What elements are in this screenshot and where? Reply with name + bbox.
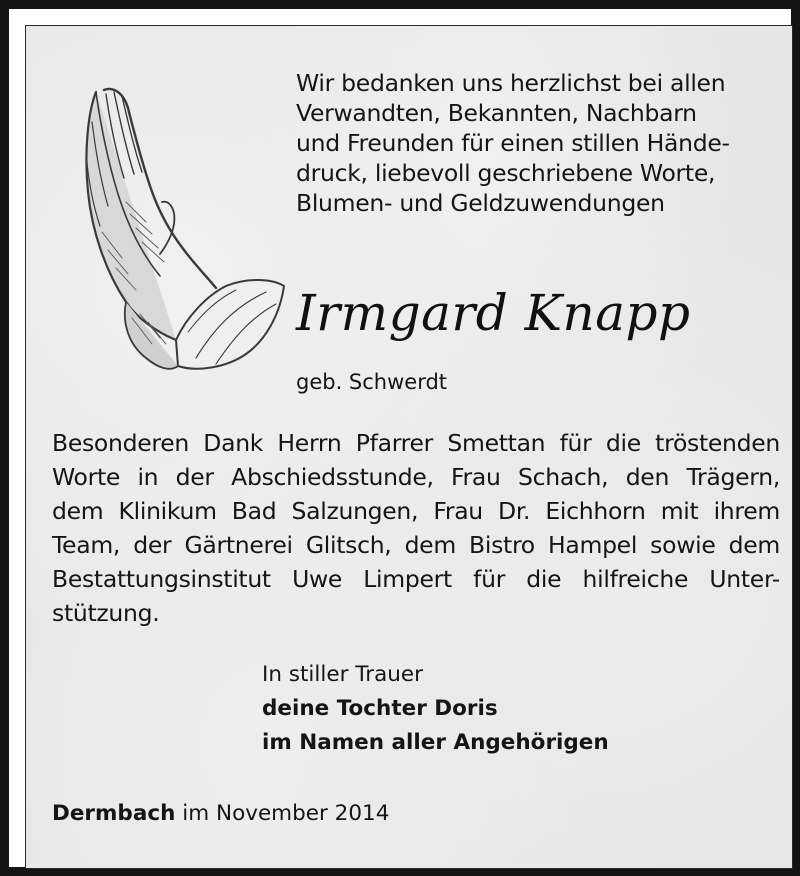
- thanks-paragraph: [52, 426, 780, 630]
- mourner-daughter: deine Tochter Doris: [262, 696, 498, 721]
- thanks-line: stützung.: [52, 599, 160, 627]
- mourning-line: In stiller Trauer: [262, 662, 423, 687]
- notice-panel: [25, 25, 793, 869]
- intro-line: und Freunden für einen stillen Hände-: [296, 129, 730, 157]
- mourner-relatives: im Namen aller Angehörigen: [262, 730, 609, 755]
- intro-text: [296, 68, 730, 218]
- intro-line: druck, liebevoll geschriebene Worte,: [296, 159, 716, 187]
- praying-hands-icon: [66, 82, 288, 378]
- deceased-name: Irmgard Knapp: [296, 284, 691, 342]
- intro-line: Verwandten, Bekannten, Nachbarn: [296, 99, 697, 127]
- thanks-line: dem Klinikum Bad Salzungen, Frau Dr. Eichhorn mit ihrem: [52, 497, 780, 525]
- thanks-line: Worte in der Abschiedsstunde, Frau Schach, den Trägern,: [52, 463, 780, 491]
- place-name: Dermbach: [52, 801, 176, 826]
- thanks-line: Besonderen Dank Herrn Pfarrer Smettan für die tröstenden: [52, 429, 780, 457]
- thanks-line: Bestattungsinstitut Uwe Limpert für die hilfreiche Unter-: [52, 565, 780, 593]
- maiden-name: geb. Schwerdt: [296, 370, 448, 394]
- intro-line: Wir bedanken uns herzlichst bei allen: [296, 69, 726, 97]
- mourning-block: [262, 658, 609, 760]
- thanks-line: Team, der Gärtnerei Glitsch, dem Bistro Hampel sowie dem: [52, 531, 780, 559]
- intro-line: Blumen- und Geldzuwendungen: [296, 189, 665, 217]
- place-date: [52, 799, 389, 829]
- date-text: im November 2014: [182, 801, 390, 826]
